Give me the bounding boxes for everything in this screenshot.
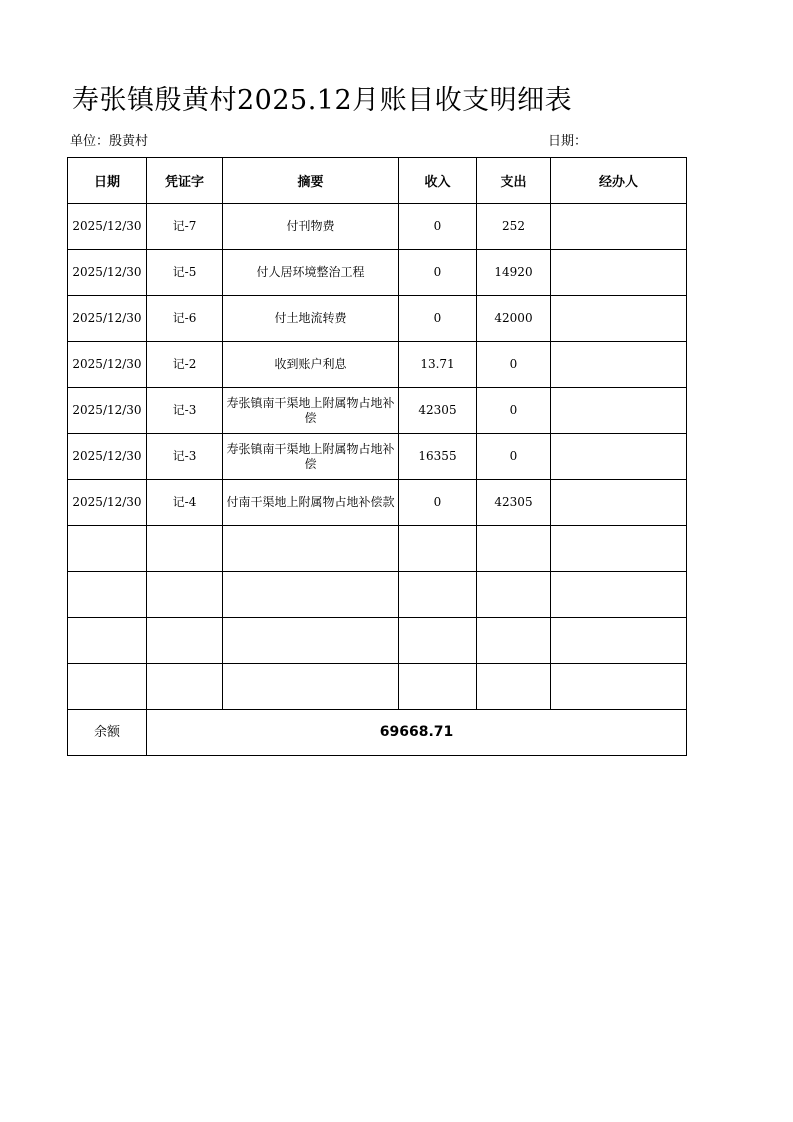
cell-voucher: 记-6 [147, 296, 223, 342]
column-header-expense: 支出 [477, 158, 551, 204]
cell-summary: 寿张镇南干渠地上附属物占地补偿 [223, 434, 399, 480]
cell-handler [551, 572, 687, 618]
cell-expense: 0 [477, 342, 551, 388]
cell-date [68, 618, 147, 664]
cell-date [68, 572, 147, 618]
table-row [68, 434, 687, 480]
cell-voucher: 记-5 [147, 250, 223, 296]
cell-handler [551, 434, 687, 480]
cell-income: 13.71 [399, 342, 477, 388]
cell-handler [551, 296, 687, 342]
cell-income: 42305 [399, 388, 477, 434]
cell-handler [551, 480, 687, 526]
table-row [68, 572, 687, 618]
cell-expense: 252 [477, 204, 551, 250]
ledger-table [67, 157, 687, 756]
cell-voucher: 记-2 [147, 342, 223, 388]
cell-expense [477, 664, 551, 710]
cell-date: 2025/12/30 [68, 204, 147, 250]
balance-value: 69668.71 [147, 710, 687, 756]
cell-income: 0 [399, 250, 477, 296]
table-row [68, 204, 687, 250]
cell-date [68, 526, 147, 572]
cell-handler [551, 388, 687, 434]
cell-voucher: 记-3 [147, 388, 223, 434]
balance-row [68, 710, 687, 756]
cell-date: 2025/12/30 [68, 296, 147, 342]
cell-date: 2025/12/30 [68, 480, 147, 526]
cell-income [399, 526, 477, 572]
cell-date: 2025/12/30 [68, 342, 147, 388]
cell-voucher [147, 526, 223, 572]
cell-summary [223, 664, 399, 710]
cell-income: 0 [399, 204, 477, 250]
cell-date [68, 664, 147, 710]
cell-expense: 0 [477, 434, 551, 480]
cell-expense [477, 526, 551, 572]
table-row [68, 388, 687, 434]
column-header-summary: 摘要 [223, 158, 399, 204]
cell-income [399, 664, 477, 710]
cell-income [399, 618, 477, 664]
cell-summary: 付刊物费 [223, 204, 399, 250]
cell-voucher [147, 618, 223, 664]
cell-handler [551, 664, 687, 710]
table-row [68, 526, 687, 572]
cell-summary: 付南干渠地上附属物占地补偿款 [223, 480, 399, 526]
cell-expense: 42305 [477, 480, 551, 526]
cell-summary [223, 618, 399, 664]
cell-expense: 42000 [477, 296, 551, 342]
column-header-voucher: 凭证字 [147, 158, 223, 204]
header-row [68, 158, 687, 204]
cell-summary: 付土地流转费 [223, 296, 399, 342]
table-row [68, 296, 687, 342]
cell-handler [551, 250, 687, 296]
table-row [68, 618, 687, 664]
date-label: 日期： [548, 134, 588, 149]
cell-income [399, 572, 477, 618]
cell-handler [551, 618, 687, 664]
column-header-income: 收入 [399, 158, 477, 204]
cell-date: 2025/12/30 [68, 434, 147, 480]
cell-voucher: 记-3 [147, 434, 223, 480]
cell-summary [223, 572, 399, 618]
cell-expense: 0 [477, 388, 551, 434]
column-header-date: 日期 [68, 158, 147, 204]
cell-date: 2025/12/30 [68, 250, 147, 296]
page-title: 寿张镇殷黄村2025.12月账目收支明细表 [72, 85, 573, 116]
table-row [68, 480, 687, 526]
cell-expense: 14920 [477, 250, 551, 296]
cell-income: 16355 [399, 434, 477, 480]
cell-handler [551, 342, 687, 388]
cell-income: 0 [399, 296, 477, 342]
unit-label: 单位：殷黄村 [70, 134, 149, 149]
cell-voucher: 记-7 [147, 204, 223, 250]
table-row [68, 250, 687, 296]
cell-voucher: 记-4 [147, 480, 223, 526]
cell-handler [551, 526, 687, 572]
cell-voucher [147, 664, 223, 710]
cell-summary: 收到账户利息 [223, 342, 399, 388]
cell-expense [477, 618, 551, 664]
cell-expense [477, 572, 551, 618]
cell-summary: 寿张镇南干渠地上附属物占地补偿 [223, 388, 399, 434]
cell-summary: 付人居环境整治工程 [223, 250, 399, 296]
cell-summary [223, 526, 399, 572]
table-row [68, 342, 687, 388]
cell-voucher [147, 572, 223, 618]
table-row [68, 664, 687, 710]
column-header-handler: 经办人 [551, 158, 687, 204]
cell-date: 2025/12/30 [68, 388, 147, 434]
cell-income: 0 [399, 480, 477, 526]
balance-label: 余额 [68, 710, 147, 756]
cell-handler [551, 204, 687, 250]
